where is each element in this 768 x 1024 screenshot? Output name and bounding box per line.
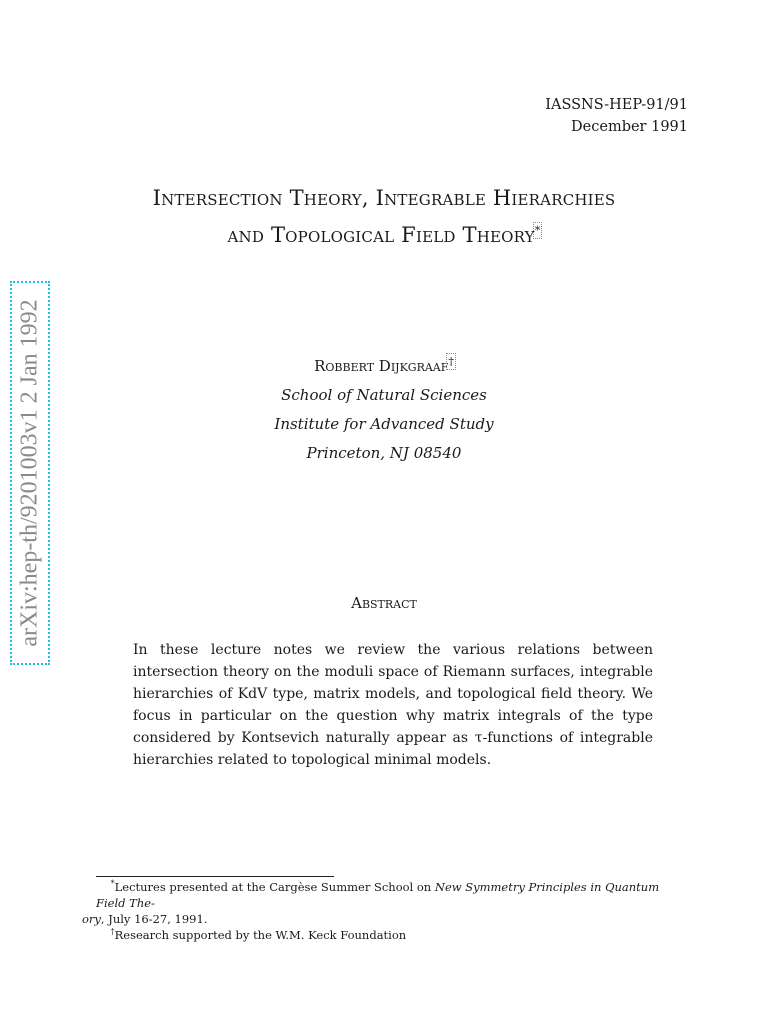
- footnote-1-mark: *: [110, 879, 115, 889]
- abstract-heading: Abstract: [351, 594, 417, 612]
- title-footnote-link[interactable]: *: [534, 224, 541, 237]
- title-line-2-text: and Topological Field Theory: [227, 223, 535, 247]
- author-footnote-link[interactable]: †: [448, 355, 454, 368]
- abstract-body: In these lecture notes we review the various relations between intersection theory on the moduli space of Riemann surfaces, integrable hierarchies of KdV type, matrix models, and topological field theory. We focus in particular on the question why matrix integrals of the type considered by Kontsevich naturally appear as τ-functions of integrable hierarchies related to topological minimal models.: [133, 642, 653, 768]
- footnote-2-mark: †: [110, 927, 115, 937]
- footnote-1-continued: [82, 911, 688, 927]
- arxiv-stamp-text: arXiv:hep-th/9201003v1 2 Jan 1992: [16, 299, 43, 647]
- footnote-1-italic: New Symmetry Principles in Quantum Field The-: [96, 880, 660, 910]
- report-block: [545, 94, 688, 138]
- report-date: December 1991: [571, 119, 688, 135]
- footnote-2-text: Research supported by the W.M. Keck Foundation: [114, 928, 407, 942]
- author-line: [0, 352, 768, 381]
- footnote-2: [96, 927, 688, 943]
- footnote-1-italic-cont: ory: [82, 912, 101, 926]
- footnote-1: [96, 879, 688, 911]
- title-line-1: Intersection Theory, Integrable Hierarchies: [152, 186, 616, 210]
- footnote-1-text-b: , July 16-27, 1991.: [100, 912, 208, 926]
- report-number: IASSNS-HEP-91/91: [545, 97, 688, 113]
- paper-title: [0, 180, 768, 254]
- author-block: [0, 352, 768, 468]
- affiliation-institute: Institute for Advanced Study: [274, 415, 494, 433]
- author-name: Robbert Dijkgraaf: [314, 357, 449, 375]
- footnote-1-text-a: Lectures presented at the Cargèse Summer School on: [114, 880, 435, 894]
- title-line-2: [0, 217, 768, 254]
- affiliation-school: School of Natural Sciences: [281, 386, 487, 404]
- footnote-divider: [96, 876, 334, 877]
- affiliation-address: Princeton, NJ 08540: [306, 444, 462, 462]
- footnotes: [82, 879, 688, 943]
